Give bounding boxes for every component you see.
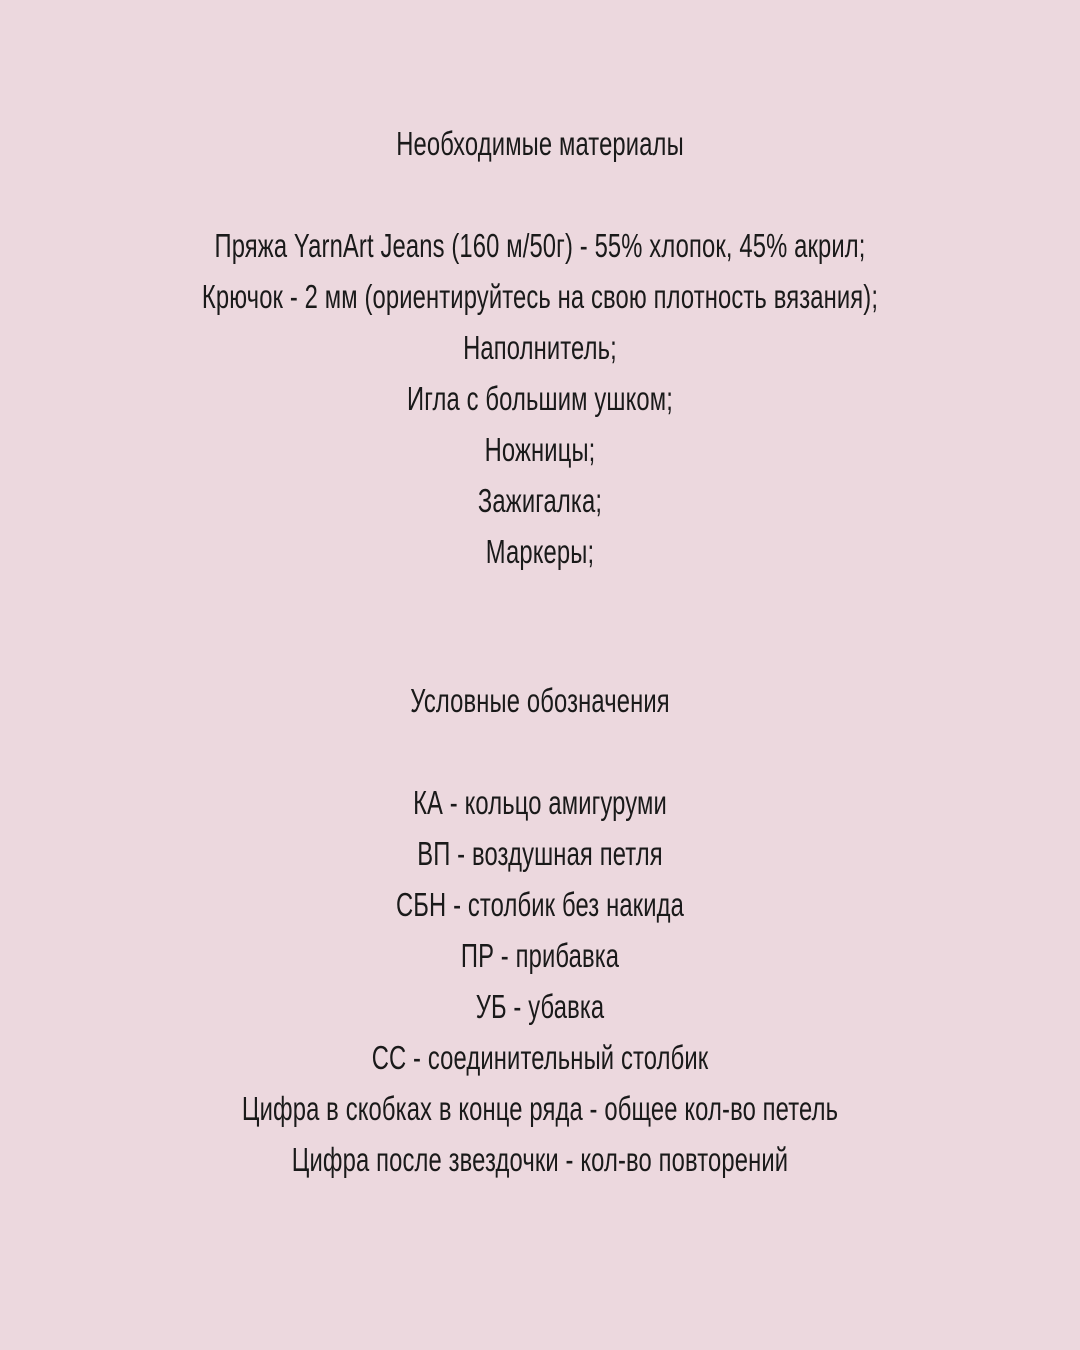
legend-item: ВП - воздушная петля (417, 835, 663, 872)
legend-list (0, 777, 1080, 1185)
legend-item: Цифра после звездочки - кол-во повторений (291, 1141, 789, 1178)
materials-item: Наполнитель; (463, 329, 617, 366)
legend-item: КА - кольцо амигуруми (413, 784, 667, 821)
materials-section-heading (0, 118, 1080, 169)
legend-item: ПР - прибавка (460, 937, 620, 974)
materials-item: Игла с большим ушком; (407, 380, 673, 417)
legend-section-heading (0, 675, 1080, 726)
materials-item: Зажигалка; (477, 482, 603, 519)
materials-item: Крючок - 2 мм (ориентируйтесь на свою плотность вязания); (201, 278, 879, 315)
materials-item: Маркеры; (485, 533, 595, 570)
legend-item: СС - соединительный столбик (371, 1039, 709, 1076)
legend-heading-text: Условные обозначения (410, 682, 670, 719)
materials-item: Пряжа YarnArt Jeans (160 м/50г) - 55% хлопок, 45% акрил; (214, 227, 866, 264)
legend-item: СБН - столбик без накида (395, 886, 685, 923)
materials-item: Ножницы; (484, 431, 596, 468)
materials-heading-text: Необходимые материалы (396, 125, 684, 162)
legend-item: УБ - убавка (475, 988, 605, 1025)
legend-item: Цифра в скобках в конце ряда - общее кол-во петель (241, 1090, 839, 1127)
materials-list (0, 220, 1080, 577)
